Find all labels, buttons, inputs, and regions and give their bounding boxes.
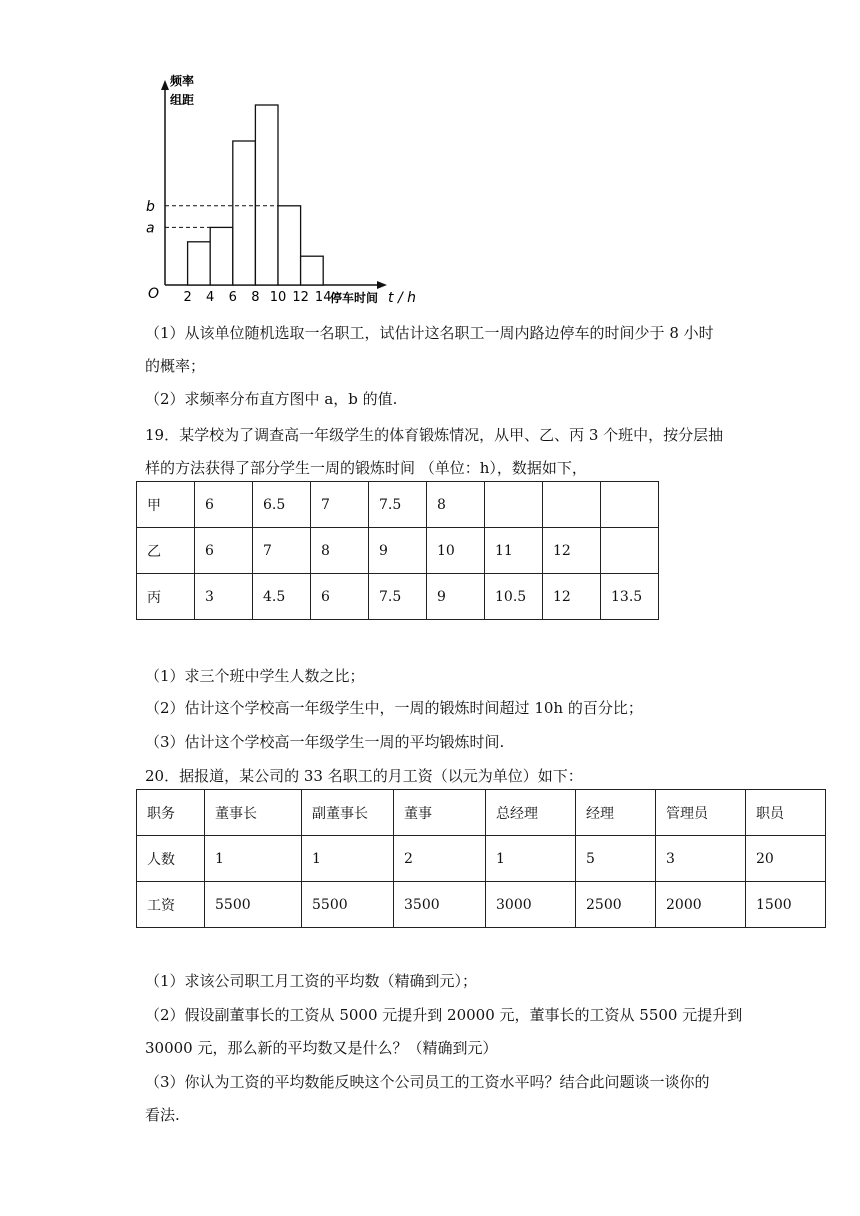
table-cell: 4.5 <box>253 574 311 620</box>
table-cell: 3 <box>656 836 746 882</box>
q20-part2-line1: （2）假设副董事长的工资从 5000 元提升到 20000 元，董事长的工资从 5500 元提升到 <box>145 1006 743 1024</box>
histogram-bar <box>278 206 301 285</box>
table-row <box>137 790 826 836</box>
table-cell: 12 <box>543 574 601 620</box>
table-cell: 董事 <box>394 790 486 836</box>
table-cell: 副董事长 <box>302 790 394 836</box>
x-axis-label: 停车时间 <box>330 291 379 305</box>
table-cell: 3500 <box>394 882 486 928</box>
chart-bars <box>188 105 324 285</box>
table-cell: 5500 <box>205 882 302 928</box>
q19-exercise-time-table <box>136 481 659 620</box>
q20-part3-line1: （3）你认为工资的平均数能反映这个公司员工的工资水平吗？结合此问题谈一谈你的 <box>145 1073 710 1091</box>
table-cell: 5 <box>576 836 656 882</box>
table-cell: 8 <box>311 528 369 574</box>
histogram-bar <box>233 141 256 285</box>
q20-intro: 20．据报道，某公司的 33 名职工的月工资（以元为单位）如下： <box>145 767 583 785</box>
frequency-histogram <box>140 70 440 310</box>
table-cell <box>601 482 659 528</box>
table-cell: 12 <box>543 528 601 574</box>
y-axis-label-bottom: 组距 <box>170 93 195 107</box>
q19-part2: （2）估计这个学校高一年级学生中，一周的锻炼时间超过 10h 的百分比； <box>145 699 643 717</box>
x-axis-variable: t / h <box>388 290 416 306</box>
q18-part2: （2）求频率分布直方图中 a，b 的值. <box>145 390 398 408</box>
table-cell: 管理员 <box>656 790 746 836</box>
table-cell: 8 <box>427 482 485 528</box>
table-cell: 6 <box>195 482 253 528</box>
histogram-bar <box>188 242 211 285</box>
histogram-bar <box>210 227 233 285</box>
table-row <box>137 528 659 574</box>
table-cell: 3 <box>195 574 253 620</box>
histogram-bar <box>255 105 278 285</box>
table-row <box>137 574 659 620</box>
table-cell <box>543 482 601 528</box>
reference-label: b <box>146 198 155 215</box>
q19-intro-line1: 19．某学校为了调查高一年级学生的体育锻炼情况，从甲、乙、丙 3 个班中，按分层抽 <box>145 426 724 444</box>
table-cell: 20 <box>746 836 826 882</box>
table-cell: 9 <box>369 528 427 574</box>
table-cell <box>601 528 659 574</box>
x-tick-label: 4 <box>206 290 215 305</box>
table-cell: 职务 <box>137 790 205 836</box>
x-tick-label: 2 <box>183 290 192 305</box>
table-cell: 10 <box>427 528 485 574</box>
y-axis-arrow <box>161 80 169 90</box>
table-cell: 工资 <box>137 882 205 928</box>
q20-part3-line2: 看法. <box>145 1106 180 1124</box>
table-cell: 3000 <box>486 882 576 928</box>
q20-part2-line2: 30000 元，那么新的平均数又是什么？（精确到元） <box>145 1039 498 1057</box>
table-row <box>137 836 826 882</box>
table-cell: 人数 <box>137 836 205 882</box>
q20-salary-table <box>136 789 826 928</box>
q20-part1: （1）求该公司职工月工资的平均数（精确到元）； <box>145 972 478 990</box>
table-cell: 2500 <box>576 882 656 928</box>
table-cell: 1500 <box>746 882 826 928</box>
x-tick-label: 14 <box>314 290 332 305</box>
table-cell: 董事长 <box>205 790 302 836</box>
table-row <box>137 482 659 528</box>
q19-intro-line2: 样的方法获得了部分学生一周的锻炼时间 （单位：h），数据如下， <box>145 459 587 477</box>
table-cell: 总经理 <box>486 790 576 836</box>
table-cell: 2 <box>394 836 486 882</box>
table-cell: 7 <box>253 528 311 574</box>
q18-part1-line1: （1）从该单位随机选取一名职工，试估计这名职工一周内路边停车的时间少于 8 小时 <box>145 324 714 342</box>
table-cell: 6.5 <box>253 482 311 528</box>
table-cell: 6 <box>195 528 253 574</box>
chart-x-ticks <box>183 290 331 305</box>
table-cell <box>485 482 543 528</box>
table-cell: 乙 <box>137 528 195 574</box>
table-cell: 6 <box>311 574 369 620</box>
table-cell: 1 <box>486 836 576 882</box>
histogram-bar <box>301 256 324 285</box>
table-cell: 职员 <box>746 790 826 836</box>
q19-part1: （1）求三个班中学生人数之比； <box>145 667 365 685</box>
q18-part1-line2: 的概率； <box>145 357 206 375</box>
table-cell: 1 <box>205 836 302 882</box>
table-cell: 7 <box>311 482 369 528</box>
table-cell: 10.5 <box>485 574 543 620</box>
table-cell: 2000 <box>656 882 746 928</box>
x-tick-label: 10 <box>269 290 287 305</box>
origin-label: O <box>148 286 160 302</box>
table-cell: 1 <box>302 836 394 882</box>
x-tick-label: 12 <box>292 290 309 305</box>
table-cell: 7.5 <box>369 482 427 528</box>
table-cell: 甲 <box>137 482 195 528</box>
table-cell: 11 <box>485 528 543 574</box>
reference-label: a <box>146 220 155 237</box>
x-tick-label: 6 <box>228 290 237 305</box>
x-axis-arrow <box>377 281 387 289</box>
table-row <box>137 882 826 928</box>
table-cell: 13.5 <box>601 574 659 620</box>
table-cell: 9 <box>427 574 485 620</box>
q19-part3: （3）估计这个学校高一年级学生一周的平均锻炼时间. <box>145 733 505 751</box>
x-tick-label: 8 <box>251 290 260 305</box>
y-axis-label-top: 频率 <box>170 74 195 88</box>
table-cell: 经理 <box>576 790 656 836</box>
table-cell: 丙 <box>137 574 195 620</box>
table-cell: 5500 <box>302 882 394 928</box>
table-cell: 7.5 <box>369 574 427 620</box>
